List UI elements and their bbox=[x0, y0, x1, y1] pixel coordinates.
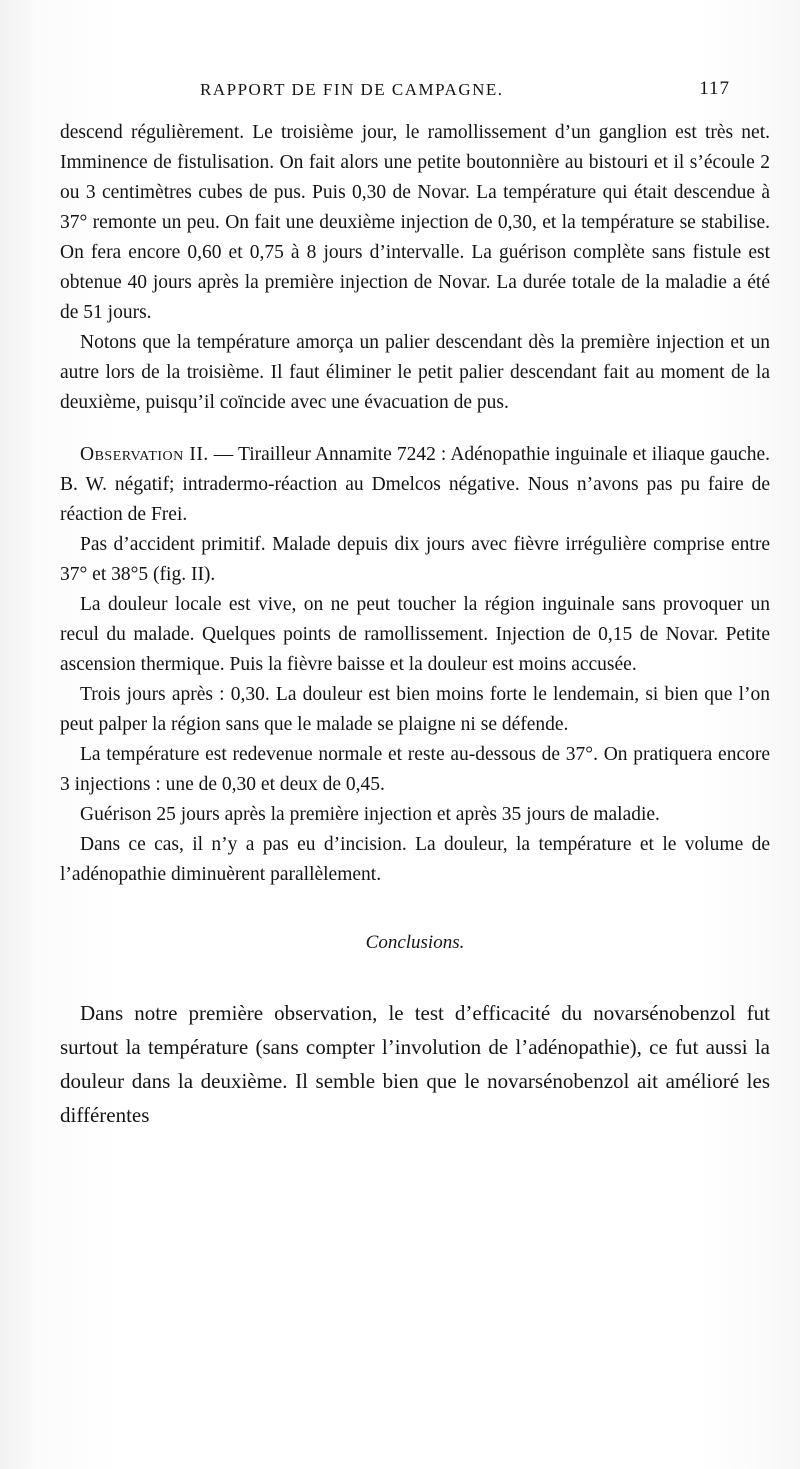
paragraph-temperature: La température est redevenue normale et reste au-dessous de 37°. On pratiquera encore 3 injections : une de 0,30 et deux de 0,45. bbox=[60, 744, 770, 795]
spacer bbox=[60, 418, 770, 440]
paragraph-continuation: descend régulièrement. Le troisième jour, le ramollissement d’un ganglion est très net. Imminence de fistulisation. On fait alors une petite boutonnière au bistouri et il s’écoule 2 ou 3 centimètres cubes de pus. Puis 0,30 de Novar. La température qui était descendue à 37° remonte un peu. On fait une deuxième injection de 0,30, et la température se stabilise. On fera encore 0,60 et 0,75 à 8 jours d’intervalle. La guérison complète sans fistule est obtenue 40 jours après la première injection de Novar. La durée totale de la maladie a été de 51 jours. bbox=[60, 122, 770, 323]
spacer bbox=[60, 958, 770, 996]
page-number: 117 bbox=[699, 78, 730, 99]
spacer bbox=[60, 890, 770, 928]
paragraph-incision: Dans ce cas, il n’y a pas eu d’incision. La douleur, la température et le volume de l’adénopathie diminuèrent parallèlement. bbox=[60, 834, 770, 885]
running-head-title: RAPPORT DE FIN DE CAMPAGNE. bbox=[200, 80, 504, 99]
observation-text: — Tirailleur Annamite 7242 : Adénopathie inguinale et iliaque gauche. B. W. négatif; intradermo-réaction au Dmelcos négative. Nous n’avons pas pu faire de réaction de Frei. bbox=[60, 444, 770, 525]
paragraph-notons: Notons que la température amorça un palier descendant dès la première injection et un autre lors de la troisième. Il faut éliminer le petit palier descendant fait au moment de la deuxième, puisqu’il coïncide avec une évacuation de pus. bbox=[60, 332, 770, 413]
paragraph-accident: Pas d’accident primitif. Malade depuis dix jours avec fièvre irrégulière comprise entre 37° et 38°5 (fig. II). bbox=[60, 534, 770, 585]
observation-heading-paragraph bbox=[60, 440, 770, 530]
observation-label: Observation II. bbox=[80, 444, 209, 465]
paragraph-conclusions: Dans notre première observation, le test d’efficacité du novarsénobenzol fut surtout la température (sans compter l’involution de l’adénopathie), ce fut aussi la douleur dans la deuxième. Il semble bien que le novarsénobenzol ait amélioré les différentes bbox=[60, 1001, 770, 1127]
body-text bbox=[60, 118, 770, 1132]
paragraph-guerison: Guérison 25 jours après la première injection et après 35 jours de maladie. bbox=[80, 804, 660, 825]
running-head bbox=[200, 72, 730, 102]
paragraph-douleur: La douleur locale est vive, on ne peut toucher la région inguinale sans provoquer un recul du malade. Quelques points de ramollissement. Injection de 0,15 de Novar. Petite ascension thermique. Puis la fièvre baisse et la douleur est moins accusée. bbox=[60, 594, 770, 675]
paragraph-trois-jours: Trois jours après : 0,30. La douleur est bien moins forte le lendemain, si bien que l’on peut palper la région sans que le malade se plaigne ni se défende. bbox=[60, 684, 770, 735]
section-title-conclusions: Conclusions. bbox=[365, 932, 465, 953]
